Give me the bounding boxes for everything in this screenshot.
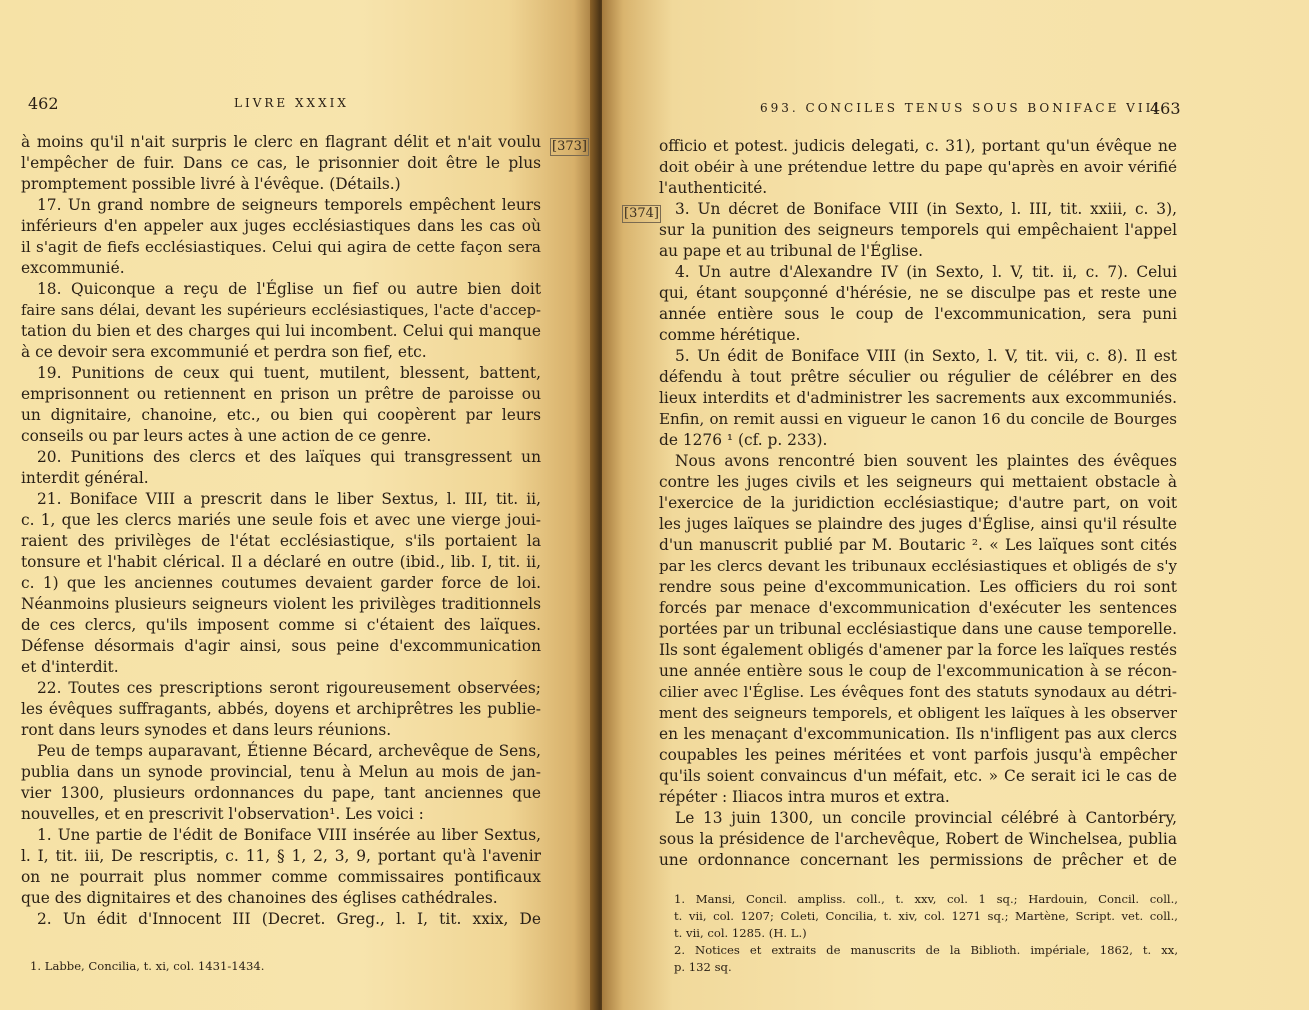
text-line: cilier avec l'Église. Les évêques font des statuts synodaux au détri- bbox=[659, 683, 1177, 701]
text-line: officio et potest. judicis delegati, c. 31), portant qu'un évêque ne bbox=[659, 137, 1177, 155]
text-line: 21. Boniface VIII a prescrit dans le liber Sextus, l. III, tit. ii, bbox=[37, 490, 541, 508]
text-line: Peu de temps auparavant, Étienne Bécard, archevêque de Sens, bbox=[37, 742, 541, 760]
text-line: une année entière sous le coup de l'excommunication à se récon- bbox=[659, 662, 1177, 680]
text-line: à ce devoir sera excommunié et perdra son fief, etc. bbox=[21, 343, 427, 361]
text-line: l. I, tit. iii, De rescriptis, c. 11, § 1, 2, 3, 9, portant qu'à l'avenir bbox=[21, 847, 541, 865]
text-line: Enfin, on remit aussi en vigueur le canon 16 du concile de Bourges bbox=[659, 410, 1177, 428]
text-line: année entière sous le coup de l'excommunication, sera puni bbox=[659, 305, 1177, 323]
left-running-head: LIVRE XXXIX bbox=[234, 96, 349, 110]
text-line: vier 1300, plusieurs ordonnances du pape, tant anciennes que bbox=[21, 784, 541, 802]
text-line: 19. Punitions de ceux qui tuent, mutilent, blessent, battent, bbox=[37, 364, 541, 382]
text-line: il s'agit de fiefs ecclésiastiques. Celui qui agira de cette façon sera bbox=[21, 238, 541, 256]
text-line: comme hérétique. bbox=[659, 326, 801, 344]
text-line: coupables les peines méritées et vont parfois jusqu'à empêcher bbox=[659, 746, 1177, 764]
footnote-line: t. vii, col. 1285. (H. L.) bbox=[674, 926, 807, 940]
text-line: un dignitaire, chanoine, etc., ou bien qui coopèrent par leurs bbox=[21, 406, 541, 424]
text-line: 4. Un autre d'Alexandre IV (in Sexto, l. V, tit. ii, c. 7). Celui bbox=[675, 263, 1177, 281]
text-line: portées par un tribunal ecclésiastique dans une cause temporelle. bbox=[659, 620, 1177, 638]
text-line: promptement possible livré à l'évêque. (Détails.) bbox=[21, 175, 401, 193]
text-line: l'authenticité. bbox=[659, 179, 768, 197]
text-line: Ils sont également obligés d'amener par la force les laïques restés bbox=[659, 641, 1178, 659]
text-line: les évêques suffragants, abbés, doyens et archiprêtres les publie- bbox=[21, 700, 541, 718]
footnote-line: t. vii, col. 1207; Coleti, Concilia, t. xiv, col. 1271 sq.; Martène, Script. vet. coll., bbox=[674, 909, 1178, 923]
right-page-number: 463 bbox=[1150, 99, 1181, 118]
text-line: rendre sous peine d'excommunication. Les officiers du roi sont bbox=[659, 578, 1177, 596]
text-line: une ordonnance concernant les permissions de prêcher et de bbox=[659, 851, 1177, 869]
footnote-line: 1. Labbe, Concilia, t. xi, col. 1431-1434. bbox=[30, 959, 265, 973]
text-line: l'exercice de la juridiction ecclésiastique; d'autre part, on voit bbox=[659, 494, 1177, 512]
text-line: c. 1) que les anciennes coutumes devaient garder force de loi. bbox=[21, 574, 541, 592]
text-line: 3. Un décret de Boniface VIII (in Sexto, l. III, tit. xxiii, c. 3), bbox=[675, 200, 1177, 218]
text-line: tonsure et l'habit clérical. Il a déclaré en outre (ibid., lib. I, tit. ii, bbox=[21, 553, 541, 571]
text-line: nouvelles, et en prescrivit l'observation¹. Les voici : bbox=[21, 805, 424, 823]
left-footnote bbox=[30, 958, 530, 975]
text-line: les juges laïques se plaindre des juges d'Église, ainsi qu'il résulte bbox=[659, 515, 1177, 533]
text-line: sur la punition des seigneurs temporels qui empêchaient l'appel bbox=[659, 221, 1177, 239]
text-line: faire sans délai, devant les supérieurs ecclésiastiques, l'acte d'accep- bbox=[21, 302, 541, 319]
text-line: 1. Une partie de l'édit de Boniface VIII insérée au liber Sextus, bbox=[37, 826, 541, 844]
text-line: au pape et au tribunal de l'Église. bbox=[659, 242, 923, 260]
text-line: ment des seigneurs temporels, et obligent les laïques à les observer bbox=[659, 705, 1177, 722]
text-line: Le 13 juin 1300, un concile provincial célébré à Cantorbéry, bbox=[675, 809, 1177, 827]
footnote-line: p. 132 sq. bbox=[674, 960, 732, 974]
right-margin-ref: [374] bbox=[624, 206, 659, 221]
text-line: répéter : Iliacos intra muros et extra. bbox=[659, 788, 950, 806]
text-line: c. 1, que les clercs mariés une seule fois et avec une vierge joui- bbox=[21, 511, 541, 529]
text-line: sous la présidence de l'archevêque, Robert de Winchelsea, publia bbox=[659, 830, 1177, 848]
text-line: Nous avons rencontré bien souvent les plaintes des évêques bbox=[675, 452, 1177, 470]
text-line: 18. Quiconque a reçu de l'Église un fief ou autre bien doit bbox=[37, 280, 541, 298]
right-page bbox=[602, 0, 1309, 1010]
text-line: l'empêcher de fuir. Dans ce cas, le prisonnier doit être le plus bbox=[21, 154, 541, 172]
text-line: lieux interdits et d'administrer les sacrements aux excommuniés. bbox=[659, 389, 1177, 407]
text-line: qu'ils soient convaincus d'un méfait, etc. » Ce serait ici le cas de bbox=[659, 767, 1177, 785]
text-line: Néanmoins plusieurs seigneurs violent les privilèges traditionnels bbox=[21, 595, 541, 613]
text-line: emprisonnent ou retiennent en prison un prêtre de paroisse ou bbox=[21, 385, 541, 403]
left-page bbox=[0, 0, 598, 1010]
left-body-text bbox=[21, 132, 541, 930]
text-line: on ne pourrait plus nommer comme commissaires pontificaux bbox=[21, 868, 541, 886]
text-line: de 1276 ¹ (cf. p. 233). bbox=[659, 431, 828, 449]
text-line: tation du bien et des charges qui lui incombent. Celui qui manque bbox=[21, 322, 541, 340]
footnote-line: 2. Notices et extraits de manuscrits de la Biblioth. impériale, 1862, t. xx, bbox=[674, 943, 1178, 957]
text-line: doit obéir à une prétendue lettre du pape qu'après en avoir vérifié bbox=[659, 158, 1177, 176]
text-line: 5. Un édit de Boniface VIII (in Sexto, l. V, tit. vii, c. 8). Il est bbox=[675, 347, 1177, 365]
right-body-text bbox=[659, 136, 1177, 871]
text-line: raient des privilèges de l'état ecclésiastique, s'ils portaient la bbox=[21, 532, 541, 550]
text-line: que des dignitaires et des chanoines des églises cathédrales. bbox=[21, 889, 498, 907]
text-line: 22. Toutes ces prescriptions seront rigoureusement observées; bbox=[37, 679, 541, 697]
text-line: forcés par menace d'excommunication d'exécuter les sentences bbox=[659, 599, 1177, 617]
right-running-head: 693. CONCILES TENUS SOUS BONIFACE VIII bbox=[760, 101, 1162, 115]
text-line: 17. Un grand nombre de seigneurs temporels empêchent leurs bbox=[37, 196, 541, 214]
footnote-line: 1. Mansi, Concil. ampliss. coll., t. xxv, col. 1 sq.; Hardouin, Concil. coll., bbox=[674, 892, 1178, 906]
text-line: par les clercs devant les tribunaux ecclésiastiques et obligés de s'y bbox=[659, 557, 1177, 575]
text-line: qui, étant soupçonné d'hérésie, ne se disculpe pas et reste une bbox=[659, 284, 1177, 302]
right-footnotes bbox=[674, 891, 1178, 976]
text-line: 2. Un édit d'Innocent III (Decret. Greg., l. I, tit. xxix, De bbox=[37, 910, 541, 928]
left-page-number: 462 bbox=[28, 94, 59, 113]
text-line: Défense désormais d'agir ainsi, sous peine d'excommunication bbox=[21, 637, 541, 655]
text-line: interdit général. bbox=[21, 469, 149, 487]
text-line: défendu à tout prêtre séculier ou régulier de célébrer en des bbox=[659, 368, 1177, 386]
text-line: en les menaçant d'excommunication. Ils n'infligent pas aux clercs bbox=[659, 725, 1177, 743]
text-line: excommunié. bbox=[21, 259, 125, 277]
text-line: inférieurs d'en appeler aux juges ecclésiastiques dans les cas où bbox=[21, 217, 541, 235]
text-line: 20. Punitions des clercs et des laïques qui transgressent un bbox=[37, 448, 541, 466]
text-line: à moins qu'il n'ait surpris le clerc en flagrant délit et n'ait voulu bbox=[21, 133, 541, 151]
text-line: ront dans leurs synodes et dans leurs réunions. bbox=[21, 721, 392, 739]
text-line: d'un manuscrit publié par M. Boutaric ². « Les laïques sont cités bbox=[659, 536, 1177, 554]
text-line: publia dans un synode provincial, tenu à Melun au mois de jan- bbox=[21, 763, 541, 781]
text-line: contre les juges civils et les seigneurs qui mettaient obstacle à bbox=[659, 473, 1177, 491]
left-margin-ref: [373] bbox=[552, 139, 587, 154]
text-line: de ces clercs, qu'ils imposent comme si c'étaient des laïques. bbox=[21, 616, 541, 634]
text-line: et d'interdit. bbox=[21, 658, 119, 676]
text-line: conseils ou par leurs actes à une action de ce genre. bbox=[21, 427, 432, 445]
